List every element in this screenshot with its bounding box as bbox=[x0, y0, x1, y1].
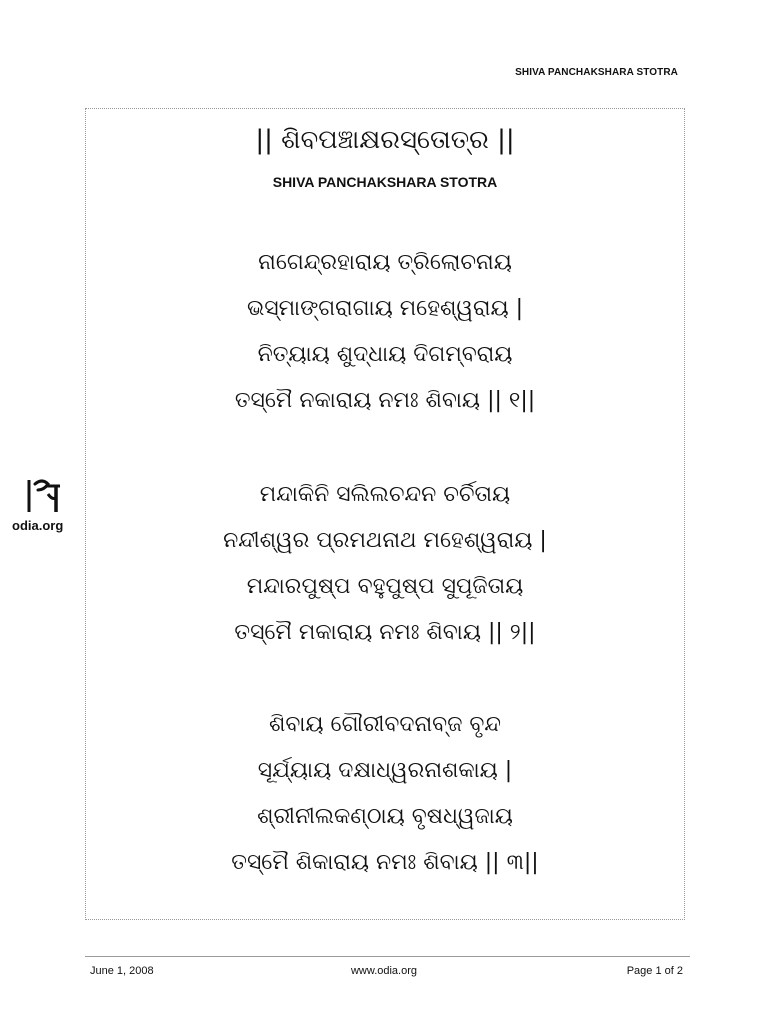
verse-line: ଭସ୍ମାଙ୍ଗରାଗାୟ ମହେଶ୍ୱରାୟ | bbox=[246, 296, 524, 321]
verse-line: ତସ୍ମୈ ନକାରାୟ ନମଃ ଶିବାୟ || ୧|| bbox=[234, 388, 536, 413]
logo-text: odia.org bbox=[12, 518, 64, 533]
verse-2 bbox=[85, 472, 685, 656]
odia-org-logo bbox=[10, 476, 86, 533]
footer-date: June 1, 2008 bbox=[90, 965, 154, 977]
footer-divider bbox=[85, 956, 690, 957]
verse-line: ଶିବାୟ ଗୌରୀବଦନାବ୍ଜ ବୃନ୍ଦ bbox=[269, 712, 501, 737]
footer-website: www.odia.org bbox=[350, 965, 418, 977]
footer-page-number: Page 1 of 2 bbox=[626, 965, 683, 977]
verse-line: ନାଗେନ୍ଦ୍ରହାରାୟ ତ୍ରିଲୋଚନାୟ bbox=[258, 250, 512, 275]
verse-3 bbox=[85, 702, 685, 886]
verse-line: ସୂର୍ଯ୍ୟାୟ ଦକ୍ଷାଧ୍ୱରନାଶକାୟ | bbox=[257, 758, 513, 783]
verse-line: ନିତ୍ୟାୟ ଶୁଦ୍ଧାୟ ଦିଗମ୍ବରାୟ bbox=[257, 342, 513, 367]
verse-line: ମନ୍ଦାରପୁଷ୍ପ ବହୁପୁଷ୍ପ ସୁପୂଜିତାୟ bbox=[246, 574, 524, 599]
verse-line: ଶ୍ରୀନୀଲକଣ୍ଠାୟ ବୃଷଧ୍ୱଜାୟ bbox=[257, 804, 513, 829]
verse-line: ତସ୍ମୈ ଶିକାରାୟ ନମଃ ଶିବାୟ || ୩|| bbox=[231, 850, 539, 875]
odia-letter-logo-icon bbox=[26, 476, 68, 516]
document-subtitle: SHIVA PANCHAKSHARA STOTRA bbox=[272, 174, 498, 190]
verse-line: ତସ୍ମୈ ମକାରାୟ ନମଃ ଶିବାୟ || ୨|| bbox=[234, 620, 536, 645]
verse-line: ନନ୍ଦୀଶ୍ୱର ପ୍ରମଥନାଥ ମହେଶ୍ୱରାୟ | bbox=[223, 528, 547, 553]
document-title: || ଶିବପଞ୍ଚାକ୍ଷରସ୍ତୋତ୍ର || bbox=[255, 125, 515, 155]
verse-1 bbox=[85, 240, 685, 424]
verse-line: ମନ୍ଦାକିନି ସଲିଲଚନ୍ଦନ ଚର୍ଚିତାୟ bbox=[259, 482, 511, 507]
running-header-title: SHIVA PANCHAKSHARA STOTRA bbox=[515, 67, 678, 78]
